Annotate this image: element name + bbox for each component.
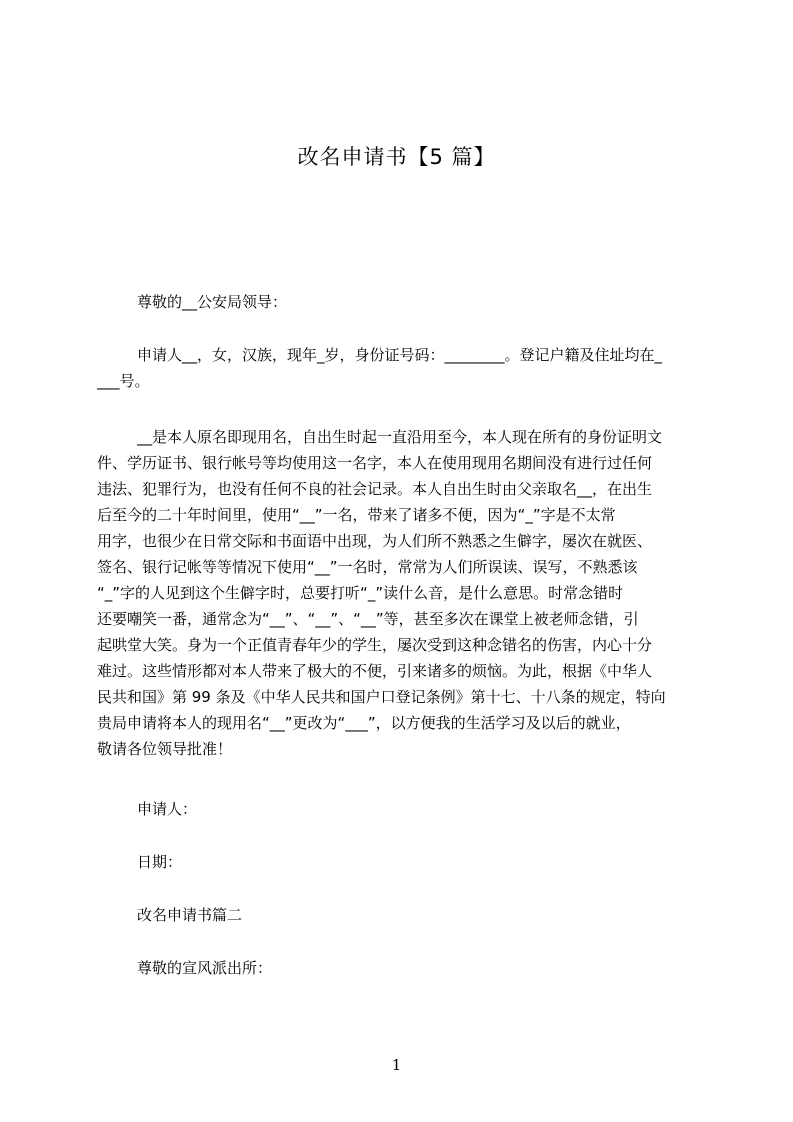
body-line: 件、学历证书、银行帐号等均使用这一名字，本人在使用现用名期间没有进行过任何 <box>97 454 653 472</box>
body-line: 签名、银行记帐等等情况下使用“__”一名时，常常为人们所误读、误写，不熟悉该 <box>97 558 638 576</box>
intro-line-2: ___号。 <box>97 372 150 390</box>
body-line: 用字，也很少在日常交际和书面语中出现，为人们所不熟悉之生僻字，屡次在就医、 <box>97 532 653 550</box>
body-line: 贵局申请将本人的现用名“__”更改为“___”，以方便我的生活学习及以后的就业， <box>97 714 631 732</box>
salutation: 尊敬的__公安局领导： <box>137 293 288 311</box>
body-line: __是本人原名即现用名，自出生时起一直沿用至今，本人现在所有的身份证明文 <box>137 428 663 446</box>
document-title: 改名申请书【5 篇】 <box>297 145 496 169</box>
body-line: 违法、犯罪行为，也没有任何不良的社会记录。本人自出生时由父亲取名__，在出生 <box>97 480 653 498</box>
body-line: 民共和国》第 99 条及《中华人民共和国户口登记条例》第十七、十八条的规定，特向 <box>97 688 666 706</box>
body-line: 难过。这些情形都对本人带来了极大的不便，引来诸多的烦恼。为此，根据《中华人 <box>97 662 653 680</box>
body-line: 起哄堂大笑。身为一个正值青春年少的学生，屡次受到这种念错名的伤害，内心十分 <box>97 636 653 654</box>
date-label: 日期： <box>137 853 183 871</box>
body-line: 后至今的二十年时间里，使用“__”一名，带来了诸多不便，因为“_”字是不太常 <box>97 506 616 524</box>
section-two-heading: 改名申请书篇二 <box>137 906 243 924</box>
section-two-salutation: 尊敬的宣风派出所： <box>137 959 273 977</box>
body-line: 还要嘲笑一番，通常念为“__”、“__”、“__”等，甚至多次在课堂上被老师念错，引 <box>97 610 639 628</box>
body-line: “_”字的人见到这个生僻字时，总要打听“_”读什么音，是什么意思。时常念错时 <box>97 584 624 602</box>
page-number: 1 <box>391 1056 402 1074</box>
body-line: 敬请各位领导批准！ <box>97 740 233 758</box>
applicant-label: 申请人： <box>137 800 198 818</box>
intro-line-1: 申请人__，女，汉族，现年_岁，身份证号码：________。登记户籍及住址均在_ <box>137 346 663 364</box>
